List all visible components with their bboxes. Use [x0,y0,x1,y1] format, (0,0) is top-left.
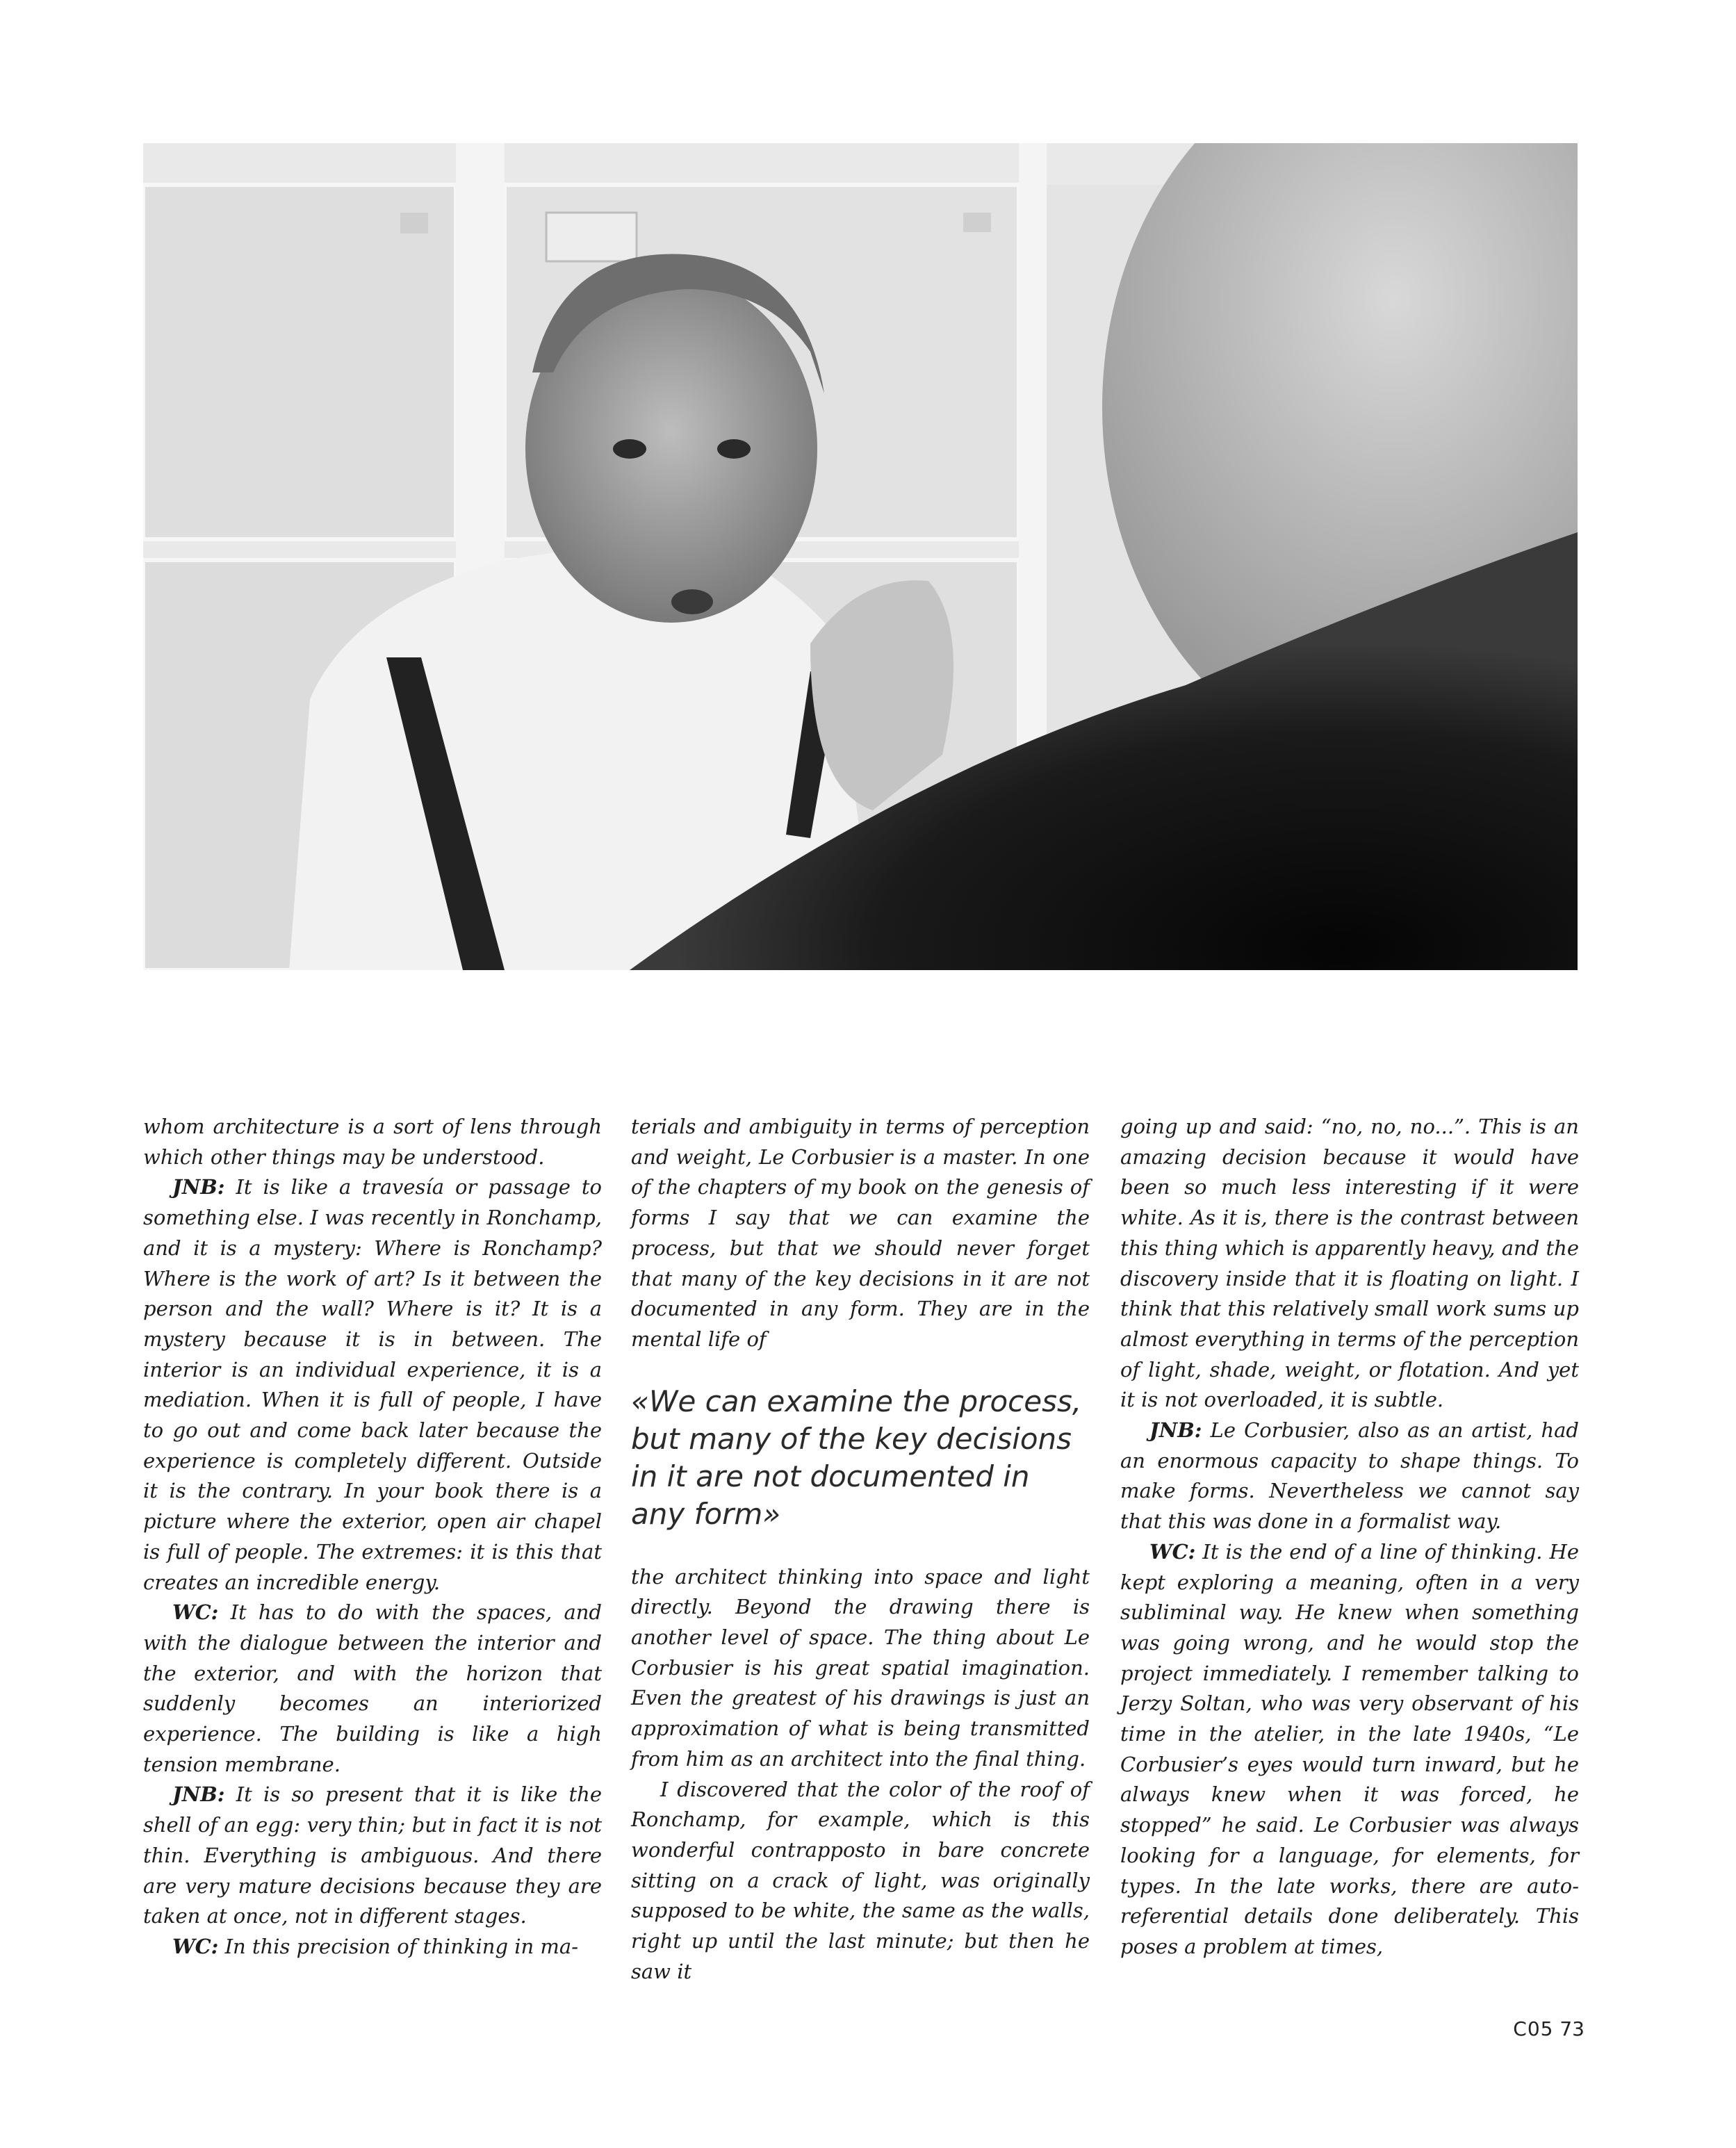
speaker-label: JNB: [172,1782,225,1807]
paragraph: whom architecture is a sort of lens through which other things may be understood. [143,1115,602,1169]
page-number: 73 [1559,2017,1584,2040]
paragraph [1120,1416,1579,1537]
pull-quote: «We can examine the process, but many of the key decisions in it are not documented in any form» [631,1384,1082,1531]
journal-code: C05 [1513,2017,1554,2040]
interview-photo-illustration [143,143,1578,970]
paragraph: the architect thinking into space and light directly. Beyond the drawing there is another level of space. The thing about Le Corbusier is his great spatial imagination. Even the greatest of his drawings is just an approximation of what is being transmitted from him as an architect into the final thing. [631,1564,1090,1771]
paragraph: terials and ambiguity in terms of perception and weight, Le Corbusier is a master. In one of the chapters of my book on the genesis of forms I say that we can examine the process, but that we should never forget that many of the key decisions in it are not documented in any form. They are in the mental life of [631,1115,1090,1351]
speaker-label: JNB: [1149,1418,1202,1443]
paragraph: going up and said: “no, no, no...”. This is an amazing decision because it would have been so much less interesting if it were white. As it is, there is the contrast between this thing which is apparently heavy, and the discovery inside that it is floating on light. I think that this relatively small work sums up almost everything in terms of the perception of light, shade, weight, or flotation. And yet it is not overloaded, it is subtle. [1120,1115,1579,1412]
paragraph-text: It is like a travesía or passage to something else. I was recently in Ronchamp, and it is a mystery: Where is Ronchamp? Where is the work of art? Is it between the person and the wall? Where is it? It is a mystery because it is in between. The interior is an individual experience, it is a mediation. When it is full of people, I have to go out and come back later because the experience is completely different. Outside it is the contrary. In your book there is a picture where the exterior, open air chapel is full of people. The extremes: it is this that creates an incredible energy. [143,1175,602,1594]
page-folio [1501,2017,1584,2040]
paragraph [143,1598,602,1780]
text-column-1 [143,1112,602,1962]
text-column-2 [631,1112,1090,1987]
paragraph-text: It is so present that it is like the shell of an egg: very thin; but in fact it is not thin. Everything is ambiguous. And there are very mature decisions because they are taken at once, not in different stages. [143,1782,602,1928]
paragraph [143,1780,602,1932]
paragraph-text: In this precision of thinking in ma- [218,1934,579,1958]
paragraph: I discovered that the color of the roof of Ronchamp, for example, which is this wonderful contrapposto in bare concrete sitting on a crack of light, was originally supposed to be white, the same as the walls, right up until the last minute; but then he saw it [631,1777,1090,1983]
paragraph [1120,1537,1579,1962]
speaker-label: WC: [172,1600,219,1625]
speaker-label: WC: [172,1934,219,1958]
paragraph-text: It has to do with the spaces, and with the dialogue between the interior and the exterior, and with the horizon that suddenly becomes an interiorized experience. The building is like a high tension membrane. [143,1600,602,1776]
speaker-label: JNB: [172,1175,225,1199]
paragraph-text: It is the end of a line of thinking. He kept exploring a meaning, often in a very subliminal way. He knew when something was going wrong, and he would stop the project immediately. I remember talking to Jerzy Soltan, who was very observant of his time in the atelier, in the late 1940s, “Le Corbusier’s eyes would turn inward, but he always knew when it was forced, he stopped” he said. Le Corbusier was always looking for a language, for elements, for types. In the late works, there are auto-referential details done deliberately. This poses a problem at times, [1120,1539,1579,1958]
paragraph [143,1932,602,1962]
paragraph-text: Le Corbusier, also as an artist, had an enormous capacity to shape things. To make forms. Nevertheless we cannot say that this was done in a formalist way. [1120,1418,1579,1534]
interview-photo [143,143,1578,970]
text-column-3 [1120,1112,1579,1962]
paragraph [143,1172,602,1598]
speaker-label: WC: [1149,1539,1196,1564]
